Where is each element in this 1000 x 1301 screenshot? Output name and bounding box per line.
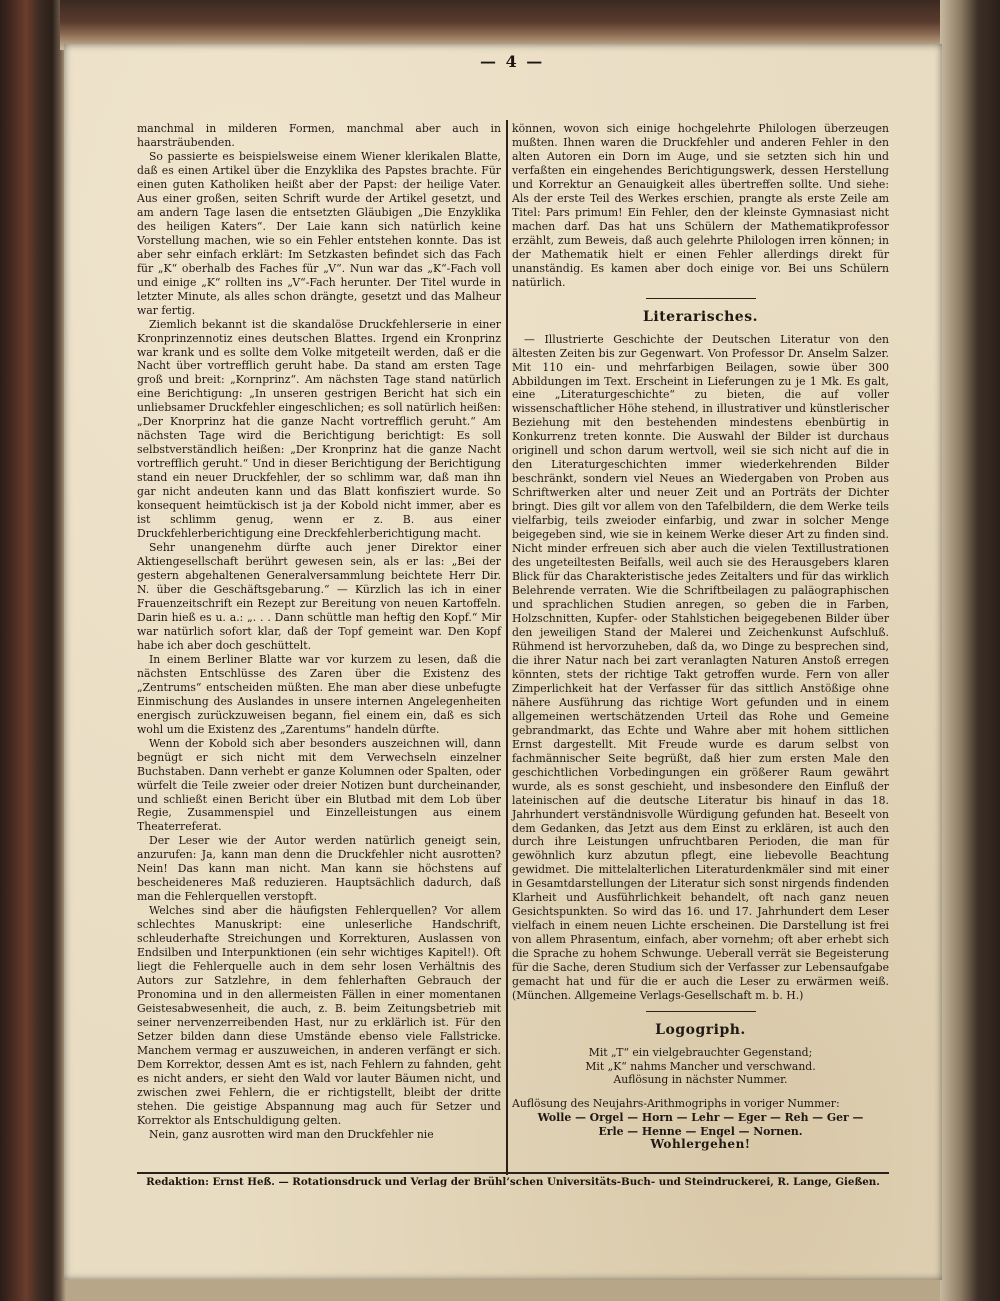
- imprint: Redaktion: Ernst Heß. — Rotationsdruck und Verlag der Brühl’schen Universitäts-Buch- und Steindruckerei, R. Lange, Gießen.: [146, 1176, 880, 1188]
- paragraph: Welches sind aber die häufigsten Fehlerquellen? Vor allem schlechtes Manuskript: eine unleserliche Handschrift, schleuderhafte Streichungen und Korrekturen, Auslassen von Endsilben und Interpunktionen (ein sehr wichtiges Kapitel!). Oft liegt die Fehlerquelle auch in dem sehr losen Verhältnis des Autors zur Satzlehre, in dem fehlerhaften Gebrauch der Pronomina und in den allermeisten Fällen in einer momentanen Geistesabwesenheit, die auch, z. B. beim Zeitungsbetrieb mit seiner nervenzerreibenden Hast, nur zu erklärlich ist. Für den Setzer bilden dann diese Umstände ebenso viele Fallstricke. Manchem vermag er auszuweichen, in anderen verfängt er sich. Dem Korrektor, dessen Amt es ist, nach Fehlern zu fahnden, geht es nicht anders, er sieht den Wald vor lauter Bäumen nicht, und zwischen zwei Fehlern, die er richtigstellt, bleibt der dritte stehen. Die geistige Abspannung mag auch für Setzer und Korrektor als Entschuldigung gelten.: [137, 904, 501, 1127]
- paragraph: Ziemlich bekannt ist die skandalöse Druckfehlerserie in einer Kronprinzennotiz eines deutschen Blattes. Irgend ein Kronprinz war krank und es sollte dem Volke mitgeteilt werden, daß er die Nacht über vortrefflich geruht habe. Da stand am ersten Tage groß und breit: „Kornprinz“. Am nächsten Tage stand natürlich eine Berichtigung: „In unseren gestrigen Bericht hat sich ein unliebsamer Druckfehler eingeschlichen; es soll natürlich heißen: „Der Knorprinz hat die ganze Nacht vortrefflich geruht.“ Am nächsten Tage wird die Berichtigung berichtigt: Es soll selbstverständlich heißen: „Der Kronprinz hat die ganze Nacht vortrefflich geruht.“ Und in dieser Berichtigung der Berichtigung stand ein neuer Druckfehler, der so schlimm war, daß man ihn gar nicht andeuten kann und das Blatt konfisziert wurde. So konsequent heimtückisch ist ja der Kobold nicht immer, aber es ist schlimm genug, wenn er z. B. aus einer Druckfehlerberichtigung eine Dreckfehlerberichtigung macht.: [137, 317, 501, 541]
- section-heading-literary: Literarisches.: [643, 308, 758, 325]
- solution-result: Wohlergehen!: [650, 1137, 751, 1152]
- paragraph: können, wovon sich einige hochgelehrte Philologen überzeugen mußten. Ihnen waren die Druckfehler und anderen Fehler in den alten Autoren ein Dorn im Auge, und sie setzten sich hin und verfaßten ein eingehendes Berichtigungswerk, dessen Herstellung und Korrektur an Genauigkeit alles übertreffen sollte. Und siehe: Als der erste Teil des Werkes erschien, prangte als erste Zeile am Titel: Pars primum! Ein Fehler, den der kleinste Gymnasiast nicht machen darf. Das hat uns Schülern der Mathematikprofessor erzählt, zum Beweis, daß auch gelehrte Philologen irren können; in der Mathematik hielt er einen Fehler allerdings direkt für unanständig. Es kamen aber doch einige vor. Bei uns Schülern natürlich.: [512, 122, 889, 289]
- paragraph: So passierte es beispielsweise einem Wiener klerikalen Blatte, daß es einen Artikel über die Enzyklika des Papstes brachte. Für einen guten Katholiken heißt aber der Papst: der heilige Vater. Aus einer großen, seiten Schrift wurde der Artikel gesetzt, und am andern Tage lasen die entsetzten Gläubigen „Die Enzyklika des heiligen Katers“. Der Laie kann sich natürlich keine Vorstellung machen, wie so ein Fehler entstehen konnte. Das ist aber sehr einfach erklärt: Im Setzkasten befindet sich das Fach für „K“ oberhalb des Faches für „V“. Nun war das „K“-Fach voll und einige „K“ rollten ins „V“-Fach herunter. Der Titel wurde in letzter Minute, als alles schon drängte, gesetzt und das Malheur war fertig.: [137, 149, 501, 317]
- paragraph: Wenn der Kobold sich aber besonders auszeichnen will, dann begnügt er sich nicht mit dem Verwechseln einzelner Buchstaben. Dann verhebt er ganze Kolumnen oder Spalten, oder würfelt die Teile zweier oder dreier Notizen bunt durcheinander, und schließt einen Bericht über ein Blutbad mit dem Lob über Regie, Zusammenspiel und Einzelleistungen aus einem Theaterreferat.: [137, 736, 501, 834]
- section-rule: [646, 298, 756, 299]
- column-divider: [506, 120, 508, 1175]
- literary-review: — Illustrierte Geschichte der Deutschen Literatur von den ältesten Zeiten bis zur Gegenwart. Von Professor Dr. Anselm Salzer. Mit 110 ein- und mehrfarbigen Beilagen, sowie über 300 Abbildungen im Text. Erscheint in Lieferungen zu je 1 Mk. Es galt, eine „Literaturgeschichte“ zu bieten, die auf voller wissenschaftlicher Höhe stehend, in illustrativer und künstlerischer Beziehung mit den bestehenden mindestens ebenbürtig in Konkurrenz treten konnte. Die Auswahl der Bilder ist durchaus originell und schon darum wertvoll, weil sie sich nicht auf die in den Literaturgeschichten immer wiederkehrenden Bilder beschränkt, sondern viel Neues an Wiedergaben von Proben aus Schriftwerken alter und neuer Zeit und an Porträts der Dichter bringt. Dies gilt vor allem von den Tafelbildern, die dem Werke teils vielfarbig, teils zweioder einfarbig, und zwar in solcher Menge beigegeben sind, wie sie in keinem Werke dieser Art zu finden sind. Nicht minder erfreuen sich aber auch die vielen Textillustrationen des ungeteiltesten Beifalls, weil auch sie des Herausgebers klaren Blick für das Charakteristische jedes Zeitalters und für das wirklich Belehrende verraten. Wie die Schriftbeilagen zu paläographischen und sprachlichen Studien anregen, so geben die in Farben, Holzschnitten, Kupfer- oder Stahlstichen beigegebenen Bilder über den jeweiligen Stand der Malerei und Zeichenkunst Aufschluß. Rühmend ist hervorzuheben, daß da, wo Dinge zu besprechen sind, die ihrer Natur nach bei zart veranlagten Naturen Anstoß erregen könnten, stets der richtige Takt getroffen wurde. Fern von aller Zimperlichkeit hat der Verfasser für das sittlich Anstößige ohne nähere Ausführung das richtige Wort gefunden und in einem allgemeinen wertschätzenden Urteil das Rohe und Gemeine gebrandmarkt, das Echte und Wahre aber mit hohem sittlichen Ernst dargestellt. Mit Freude wurde es darum selbst von fachmännischer Seite begrüßt, daß hier zum ersten Male den geschichtlichen Vorbedingungen ein größerer Raum gewährt wurde, als es sonst geschieht, und insbesondere den Einfluß der lateinischen auf die deutsche Literatur bis hinauf in das 18. Jahrhundert verständnisvolle Würdigung gefunden hat. Beseelt von dem Gedanken, das Jetzt aus dem Einst zu erklären, ist auch den durch ihre Leistungen unfruchtbaren Perioden, die man für gewöhnlich kurz abzutun pflegt, eine liebevolle Beachtung gewidmet. Die mittelalterlichen Literaturdenkmäler sind mit einer in Gesamtdarstellungen der Literatur sich sonst nirgends findenden Klarheit und Ausführlichkeit behandelt, oft nach ganz neuen Gesichtspunkten. So wird das 16. und 17. Jahrhundert dem Leser vielfach in einem neuen Lichte erscheinen. Die Darstellung ist frei von allem Phrasentum, einfach, aber vornehm; oft aber erhebt sich die Sprache zu hohem Schwunge. Ueberall verrät sie Begeisterung für die Sache, deren Studium sich der Verfasser zur Lebensaufgabe gemacht hat und für die er auch die Leser zu erwärmen weiß. (München. Allgemeine Verlags-Gesellschaft m. b. H.): [512, 332, 889, 1003]
- riddle-line: Auflösung in nächster Nummer.: [613, 1073, 788, 1087]
- left-column: [137, 122, 501, 1142]
- page-number: — 4 —: [480, 52, 545, 71]
- right-column: [512, 122, 889, 1152]
- riddle-line: Mit „K“ nahms Mancher und verschwand.: [585, 1059, 816, 1073]
- logogriph-riddle: [512, 1046, 889, 1087]
- solution-intro: Auflösung des Neujahrs-Arithmogriphs in voriger Nummer:: [512, 1096, 840, 1110]
- paragraph: Sehr unangenehm dürfte auch jener Direktor einer Aktiengesellschaft berührt gewesen sein, als er las: „Bei der gestern abgehaltenen Generalversammlung beichtete Herr Dir. N. über die Geschäftsgebarung.“ — Kürzlich las ich in einer Frauenzeitschrift ein Rezept zur Bereitung von neuen Kartoffeln. Darin hieß es u. a.: „. . . Dann schüttle man heftig den Kopf.“ Mir war natürlich sofort klar, daß der Topf gemeint war. Den Kopf habe ich aber doch geschüttelt.: [137, 541, 501, 652]
- footer-rule: [137, 1172, 889, 1174]
- paragraph: In einem Berliner Blatte war vor kurzem zu lesen, daß die nächsten Entschlüsse des Zaren über die Existenz des „Zentrums“ entscheiden müßten. Ehe man aber diese unbefugte Einmischung des Auslandes in unsere internen Angelegenheiten energisch zurückzuweisen begann, fiel einem ein, daß es sich wohl um die Existenz des „Zarentums“ handeln dürfte.: [137, 652, 501, 736]
- paragraph: Der Leser wie der Autor werden natürlich geneigt sein, anzurufen: Ja, kann man denn die Druckfehler nicht ausrotten? Nein! Das kann man nicht. Man kann sie höchstens auf bescheideneres Maß reduzieren. Hauptsächlich dadurch, daß man die Fehlerquellen verstopft.: [137, 834, 501, 904]
- section-heading-logogriph: Logogriph.: [655, 1022, 746, 1039]
- book-binding-edge: [940, 0, 1000, 1301]
- solution-answers: Erle — Henne — Engel — Nornen.: [598, 1124, 803, 1138]
- solution-answers: Wolle — Orgel — Horn — Lehr — Eger — Reh — Ger —: [537, 1110, 864, 1124]
- paragraph: manchmal in milderen Formen, manchmal aber auch in haarsträubenden.: [137, 122, 501, 149]
- riddle-line: Mit „T“ ein vielgebrauchter Gegenstand;: [588, 1046, 813, 1060]
- page-top-edge: [60, 0, 940, 50]
- section-rule: [646, 1011, 756, 1012]
- paragraph: Nein, ganz ausrotten wird man den Druckfehler nie: [149, 1127, 434, 1141]
